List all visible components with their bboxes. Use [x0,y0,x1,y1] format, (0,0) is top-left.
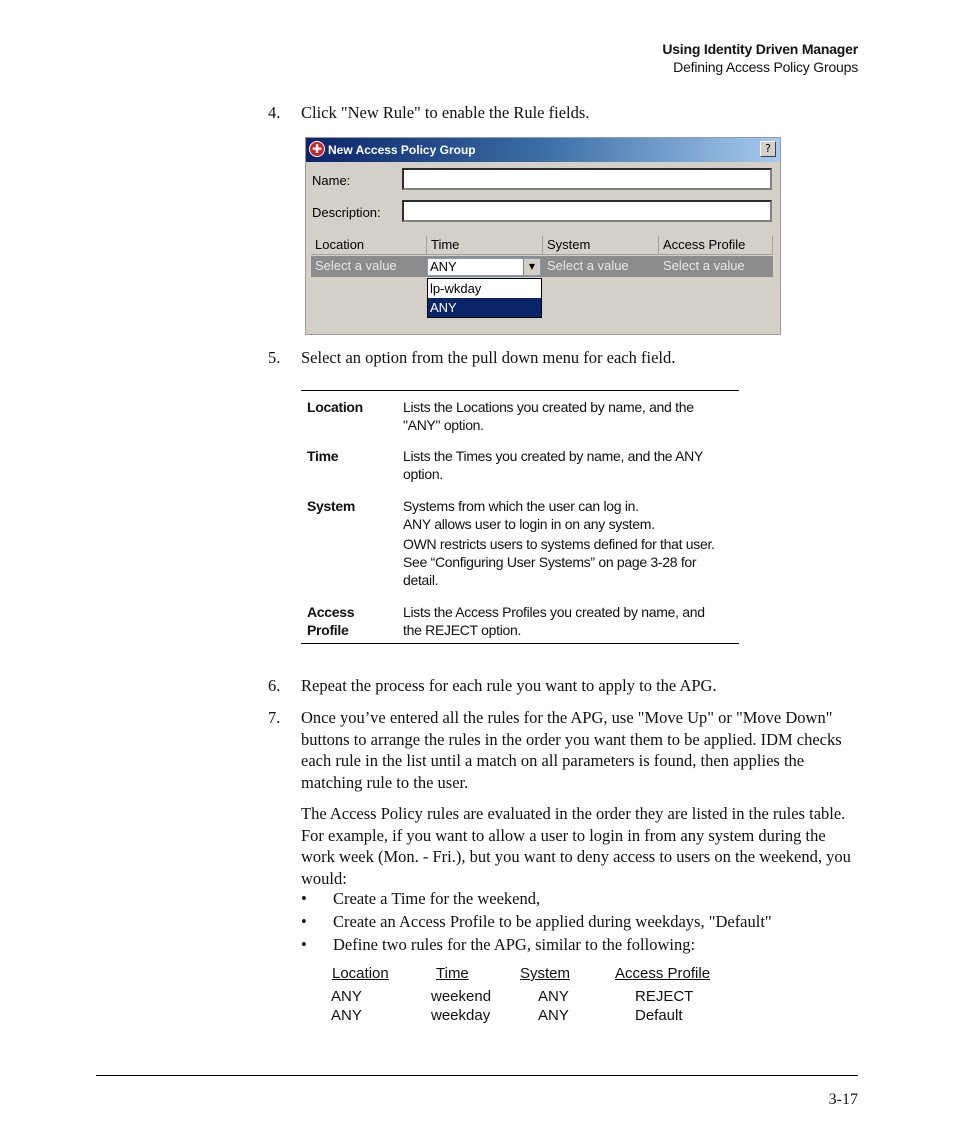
example-cell: weekend [431,988,492,1005]
time-combo-box[interactable] [427,258,541,276]
desc-line: the REJECT option. [403,622,522,638]
step-5 [0,347,954,369]
field-definitions-table [301,390,739,644]
body-paragraph: The Access Policy rules are evaluated in the order they are listed in the rules table. For example, if you want to allow a user to login in from any system during the work week (Mon. - Fri.), but you want to deny access to users on the weekend, you would: [301,804,851,888]
column-header-time[interactable]: Time [427,236,543,255]
name-input[interactable] [402,168,772,190]
cell-access-profile[interactable]: Select a value [659,256,773,277]
chevron-down-icon[interactable]: ▼ [523,259,540,275]
example-header-access-profile: Access Profile [615,965,711,982]
step-text: Repeat the process for each rule you want to apply to the APG. [301,676,717,695]
desc-time [403,447,737,483]
new-access-policy-group-dialog [305,137,781,335]
example-cell: REJECT [635,988,694,1005]
desc-line: "ANY" option. [403,417,484,433]
term-location: Location [307,399,363,415]
example-header-time: Time [436,965,469,982]
bullet-marker: • [301,912,307,931]
column-header-system[interactable]: System [543,236,659,255]
dropdown-option-selected[interactable]: ANY [428,298,541,317]
description-input[interactable] [402,200,772,222]
desc-line: ANY allows user to login in on any system. [403,516,655,532]
term-line: Profile [307,622,349,638]
desc-line: Lists the Access Profiles you created by name, and [403,604,705,620]
running-header-title: Using Identity Driven Manager [662,41,858,57]
time-combo-value: ANY [430,259,457,274]
bullet-item: Create an Access Profile to be applied during weekdays, "Default" [333,912,772,931]
example-cell: ANY [538,988,569,1005]
step-number: 4. [268,103,281,122]
desc-line: Lists the Times you created by name, and the ANY [403,448,703,464]
description-label: Description: [312,205,381,220]
column-header-location[interactable]: Location [311,236,427,255]
cell-system[interactable]: Select a value [543,256,659,277]
example-cell: ANY [331,988,362,1005]
desc-system [403,497,737,589]
desc-access-profile [403,603,737,639]
dialog-title: New Access Policy Group [328,143,476,157]
step-number: 6. [268,676,281,695]
step-number: 5. [268,348,281,367]
dropdown-option[interactable]: lp-wkday [430,281,482,296]
column-header-access-profile[interactable]: Access Profile [659,236,773,255]
bullet-item: Create a Time for the weekend, [333,889,541,908]
example-header-system: System [520,965,571,982]
app-icon: ✚ [309,141,325,157]
running-header-subtitle: Defining Access Policy Groups [673,59,858,75]
example-cell: weekday [431,1007,491,1024]
desc-line: Lists the Locations you created by name, and the [403,399,694,415]
term-system: System [307,498,356,514]
example-header-location: Location [332,965,389,982]
bullet-marker: • [301,935,307,954]
example-cell: ANY [538,1007,569,1024]
term-line: Access [307,604,355,620]
footer-rule [96,1075,858,1076]
step-4 [0,102,954,124]
desc-line: Systems from which the user can log in. [403,498,639,514]
example-rules-table [0,965,954,1030]
desc-line: option. [403,466,443,482]
desc-line: See “Configuring User Systems” on page 3-28 for [403,554,697,570]
cell-location[interactable]: Select a value [311,256,427,277]
dialog-title-bar [306,138,780,162]
time-dropdown-list [427,278,542,318]
desc-location [403,398,737,434]
bullet-list [0,889,954,959]
bullet-marker: • [301,889,307,908]
name-label: Name: [312,173,351,188]
desc-line: OWN restricts users to systems defined for that user. [403,536,715,552]
step-7 [0,707,954,797]
term-time: Time [307,448,339,464]
example-cell: Default [635,1007,683,1024]
desc-line: detail. [403,572,439,588]
step-text: Once you’ve entered all the rules for the APG, use "Move Up" or "Move Down" buttons to arrange the rules in the order you want them to be applied. IDM checks each rule in the list until a match on all parameters is found, then applies the matching rule to the user. [301,708,842,792]
step-number: 7. [268,708,281,727]
term-access-profile [307,603,354,639]
page-number: 3-17 [828,1091,858,1108]
step-6 [0,675,954,697]
help-pointer-icon[interactable]: ? [760,141,776,157]
bullet-item: Define two rules for the APG, similar to the following: [333,935,696,954]
step-text: Click "New Rule" to enable the Rule fields. [301,103,590,122]
example-cell: ANY [331,1007,362,1024]
step-text: Select an option from the pull down menu for each field. [301,348,676,367]
